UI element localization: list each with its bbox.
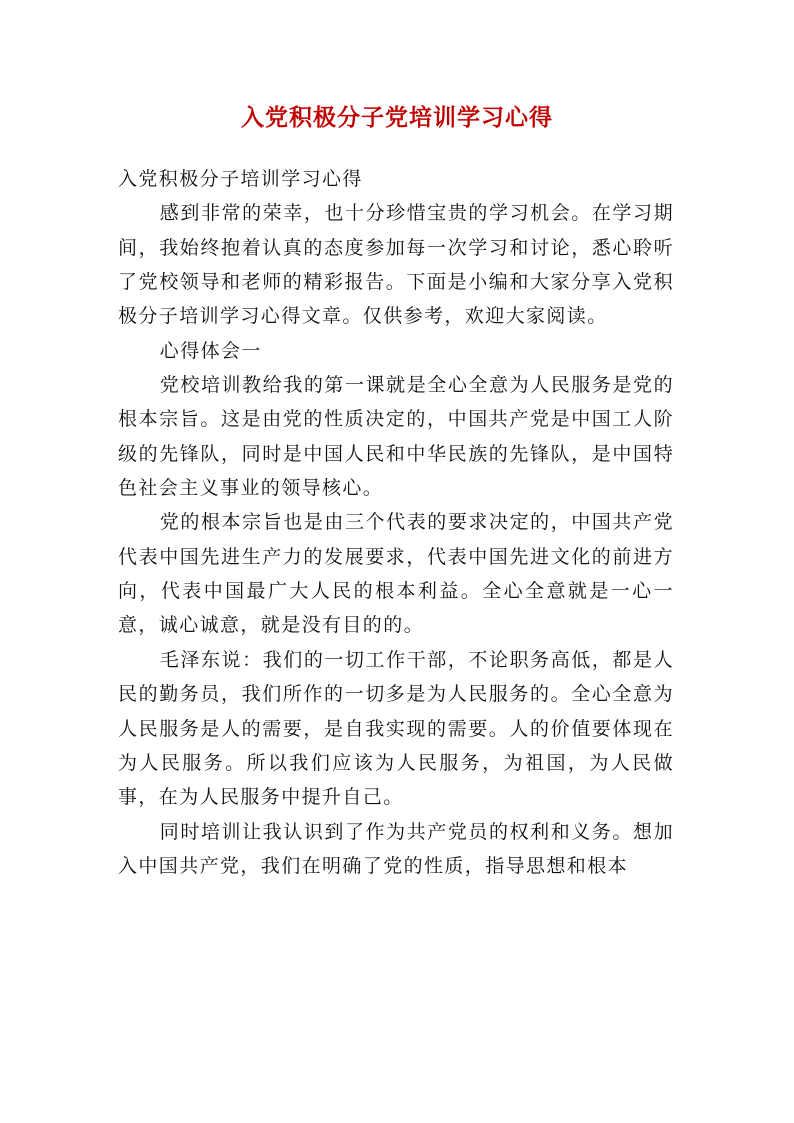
body-paragraph: 毛泽东说：我们的一切工作干部，不论职务高低，都是人民的勤务员，我们所作的一切多是为人民服务的。全心全意为人民服务是人的需要，是自我实现的需要。人的价值要体现在为人民服务。所以我们应该为人民服务，为祖国，为人民做事，在为人民服务中提升自己。: [118, 648, 674, 809]
body-paragraph: 同时培训让我认识到了作为共产党员的权利和义务。想加入中国共产党，我们在明确了党的性质，指导思想和根本: [118, 820, 674, 877]
section-heading: 心得体会一: [159, 339, 262, 362]
document-body: [118, 162, 674, 883]
subtitle-paragraph: 入党积极分子培训学习心得: [118, 168, 363, 190]
body-paragraph: 党的根本宗旨也是由三个代表的要求决定的，中国共产党代表中国先进生产力的发展要求，代表中国先进文化的前进方向，代表中国最广大人民的根本利益。全心全意就是一心一意，诚心诚意，就是没有目的的。: [118, 511, 674, 637]
body-paragraph: 党校培训教给我的第一课就是全心全意为人民服务是党的根本宗旨。这是由党的性质决定的，中国共产党是中国工人阶级的先锋队，同时是中国人民和中华民族的先锋队，是中国特色社会主义事业的领导核心。: [118, 374, 674, 500]
intro-paragraph: 感到非常的荣幸，也十分珍惜宝贵的学习机会。在学习期间，我始终抱着认真的态度参加每一次学习和讨论，悉心聆听了党校领导和老师的精彩报告。下面是小编和大家分享入党积极分子培训学习心得文章。仅供参考，欢迎大家阅读。: [118, 202, 674, 328]
document-title: 入党积极分子党培训学习心得: [241, 104, 553, 131]
